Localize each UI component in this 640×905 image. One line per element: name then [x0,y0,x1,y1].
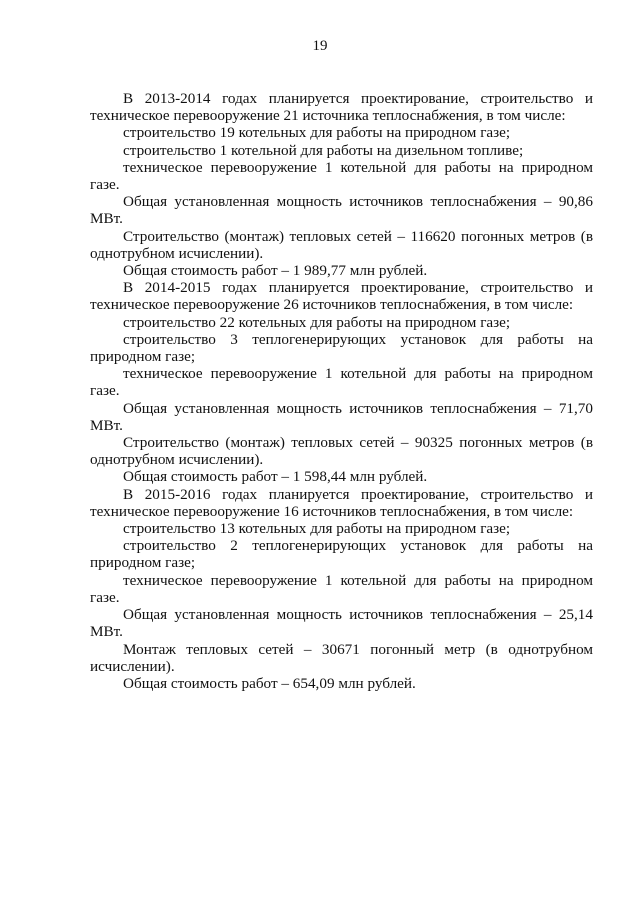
paragraph-2014-heat-units: строительство 3 теплогенерирующих установок для работы на природном газе; [90,330,593,366]
paragraph-2014-intro: В 2014-2015 годах планируется проектирование, строительство и техническое перевооружение 26 источников теплоснабжения, в том числе: [90,279,593,314]
paragraph-2013-reequipment: техническое перевооружение 1 котельной для работы на природном газе. [90,158,593,194]
paragraph-2015-capacity: Общая установленная мощность источников теплоснабжения – 25,14 МВт. [90,606,593,641]
paragraph-2014-boilers-gas: строительство 22 котельных для работы на природном газе; [123,313,511,331]
paragraph-2015-reequipment: техническое перевооружение 1 котельной для работы на природном газе. [90,571,593,606]
paragraph-2015-heat-units: строительство 2 теплогенерирующих установок для работы на природном газе; [90,537,593,572]
document-body [90,90,593,692]
paragraph-2013-boiler-diesel: строительство 1 котельной для работы на дизельном топливе; [123,141,524,159]
paragraph-2013-intro: В 2013-2014 годах планируется проектирование, строительство и техническое перевооружение 21 источника теплоснабжения, в том числе: [90,90,593,125]
paragraph-2013-cost: Общая стоимость работ – 1 989,77 млн рублей. [123,262,428,280]
paragraph-2015-networks: Монтаж тепловых сетей – 30671 погонный метр (в однотрубном исчислении). [90,640,593,675]
paragraph-2013-capacity: Общая установленная мощность источников теплоснабжения – 90,86 МВт. [90,193,593,228]
paragraph-2013-networks: Строительство (монтаж) тепловых сетей – 116620 погонных метров (в однотрубном исчислении). [90,227,593,262]
paragraph-2015-intro: В 2015-2016 годах планируется проектирование, строительство и техническое перевооружение 16 источников теплоснабжения, в том числе: [90,485,593,520]
page-number: 19 [312,38,328,54]
paragraph-2015-cost: Общая стоимость работ – 654,09 млн рублей. [123,674,416,692]
paragraph-2014-capacity: Общая установленная мощность источников теплоснабжения – 71,70 МВт. [90,399,593,434]
paragraph-2013-boilers-gas: строительство 19 котельных для работы на природном газе; [123,124,511,142]
paragraph-2014-networks: Строительство (монтаж) тепловых сетей – 90325 погонных метров (в однотрубном исчислении). [90,434,593,469]
paragraph-2015-boilers-gas: строительство 13 котельных для работы на природном газе; [123,520,511,538]
paragraph-2014-reequipment: техническое перевооружение 1 котельной для работы на природном газе. [90,365,593,400]
paragraph-2014-cost: Общая стоимость работ – 1 598,44 млн рублей. [123,468,428,486]
